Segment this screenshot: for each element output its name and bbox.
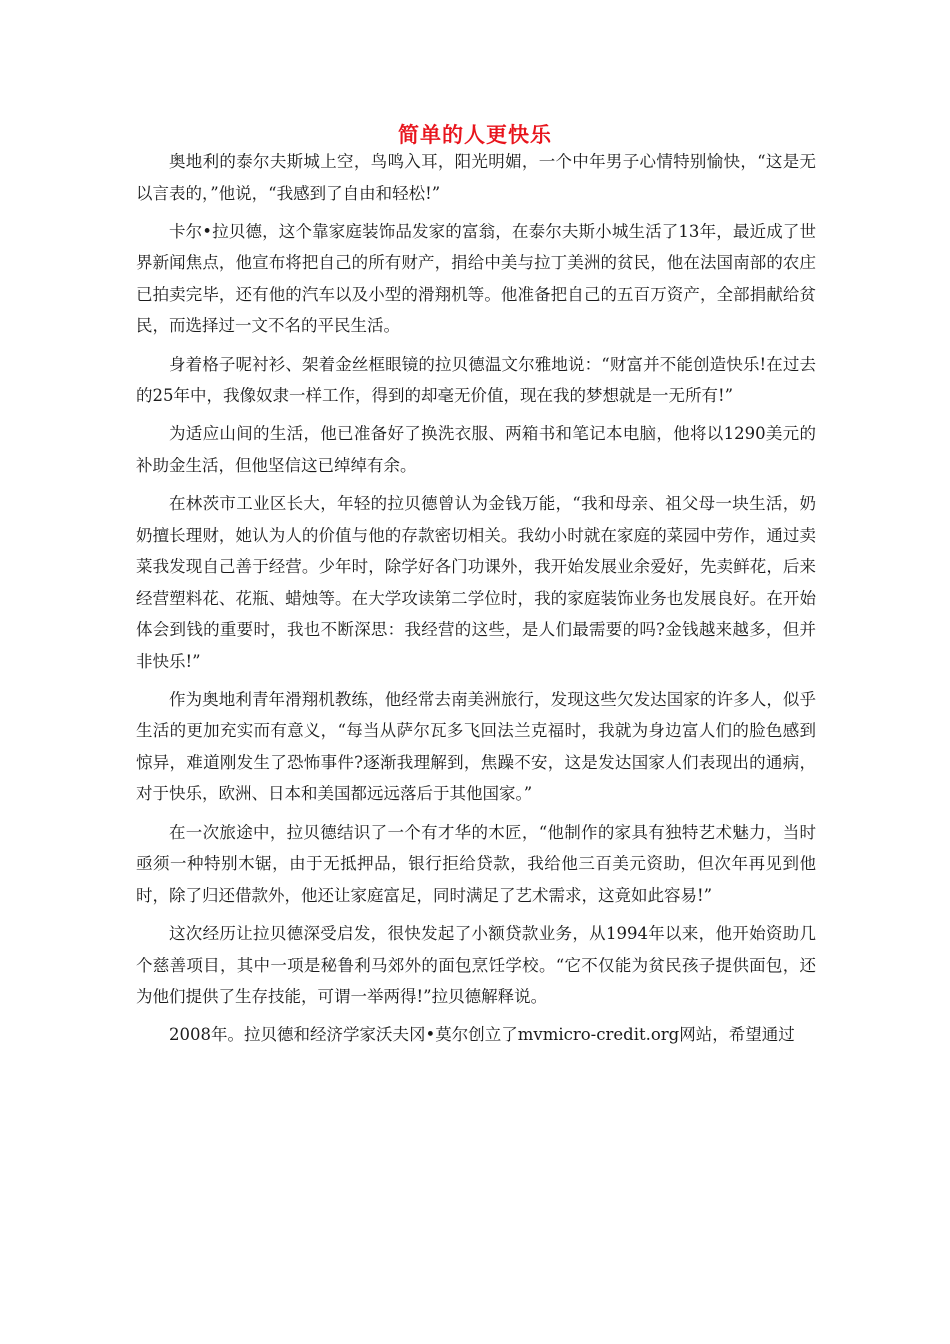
paragraph-4: 为适应山间的生活，他已准备好了换洗衣服、两箱书和笔记本电脑，他将以1290美元的补助金生活，但他坚信这已绰绰有余。 [136,424,816,475]
paragraph-3: 身着格子呢衬衫、架着金丝框眼镜的拉贝德温文尔雅地说：“财富并不能创造快乐!在过去的25年中，我像奴隶一样工作，得到的却毫无价值，现在我的梦想就是一无所有!” [136,354,816,406]
paragraph-8: 这次经历让拉贝德深受启发，很快发起了小额贷款业务，从1994年以来，他开始资助几个慈善项目，其中一项是秘鲁利马郊外的面包烹饪学校。“它不仅能为贫民孩子提供面包，还为他们提供了生存技能，可谓一举两得!”拉贝德解释说。 [136,924,816,1007]
paragraph-5: 在林茨市工业区长大，年轻的拉贝德曾认为金钱万能，“我和母亲、祖父母一块生活，奶奶擅长理财，她认为人的价值与他的存款密切相关。我幼小时就在家庭的菜园中劳作，通过卖菜我发现自己善于经营。少年时，除学好各门功课外，我开始发展业余爱好，先卖鲜花，后来经营塑料花、花瓶、蜡烛等。在大学攻读第二学位时，我的家庭装饰业务也发展良好。在开始体会到钱的重要时，我也不断深思：我经营的这些，是人们最需要的吗?金钱越来越多，但并非快乐!” [136,494,816,671]
paragraph-2: 卡尔•拉贝德，这个靠家庭装饰品发家的富翁，在泰尔夫斯小城生活了13年，最近成了世界新闻焦点，他宣布将把自己的所有财产，捐给中美与拉丁美洲的贫民，他在法国南部的农庄已拍卖完毕，还有他的汽车以及小型的滑翔机等。他准备把自己的五百万资产，全部捐献给贫民，而选择过一文不名的平民生活。 [136,221,816,336]
paragraph-9: 2008年。拉贝德和经济学家沃夫冈•莫尔创立了mvmicro-credit.org网站，希望通过 [169,1025,795,1045]
paragraph-1: 奥地利的泰尔夫斯城上空，鸟鸣入耳，阳光明媚，一个中年男子心情特别愉快，“这是无以言表的，”他说，“我感到了自由和轻松!” [136,152,816,203]
document-body [136,146,816,1058]
paragraph-6: 作为奥地利青年滑翔机教练，他经常去南美洲旅行，发现这些欠发达国家的许多人，似乎生活的更加充实而有意义，“每当从萨尔瓦多飞回法兰克福时，我就为身边富人们的脸色感到惊异，难道刚发生了恐怖事件?逐渐我理解到，焦躁不安，这是发达国家人们表现出的通病，对于快乐，欧洲、日本和美国都远远落后于其他国家。” [136,689,816,804]
paragraph-7: 在一次旅途中，拉贝德结识了一个有才华的木匠，“他制作的家具有独特艺术魅力，当时亟须一种特别木锯，由于无抵押品，银行拒给贷款，我给他三百美元资助，但次年再见到他时，除了归还借款外，他还让家庭富足，同时满足了艺术需求，这竟如此容易!” [136,822,816,905]
document-title: 简单的人更快乐 [398,123,552,147]
